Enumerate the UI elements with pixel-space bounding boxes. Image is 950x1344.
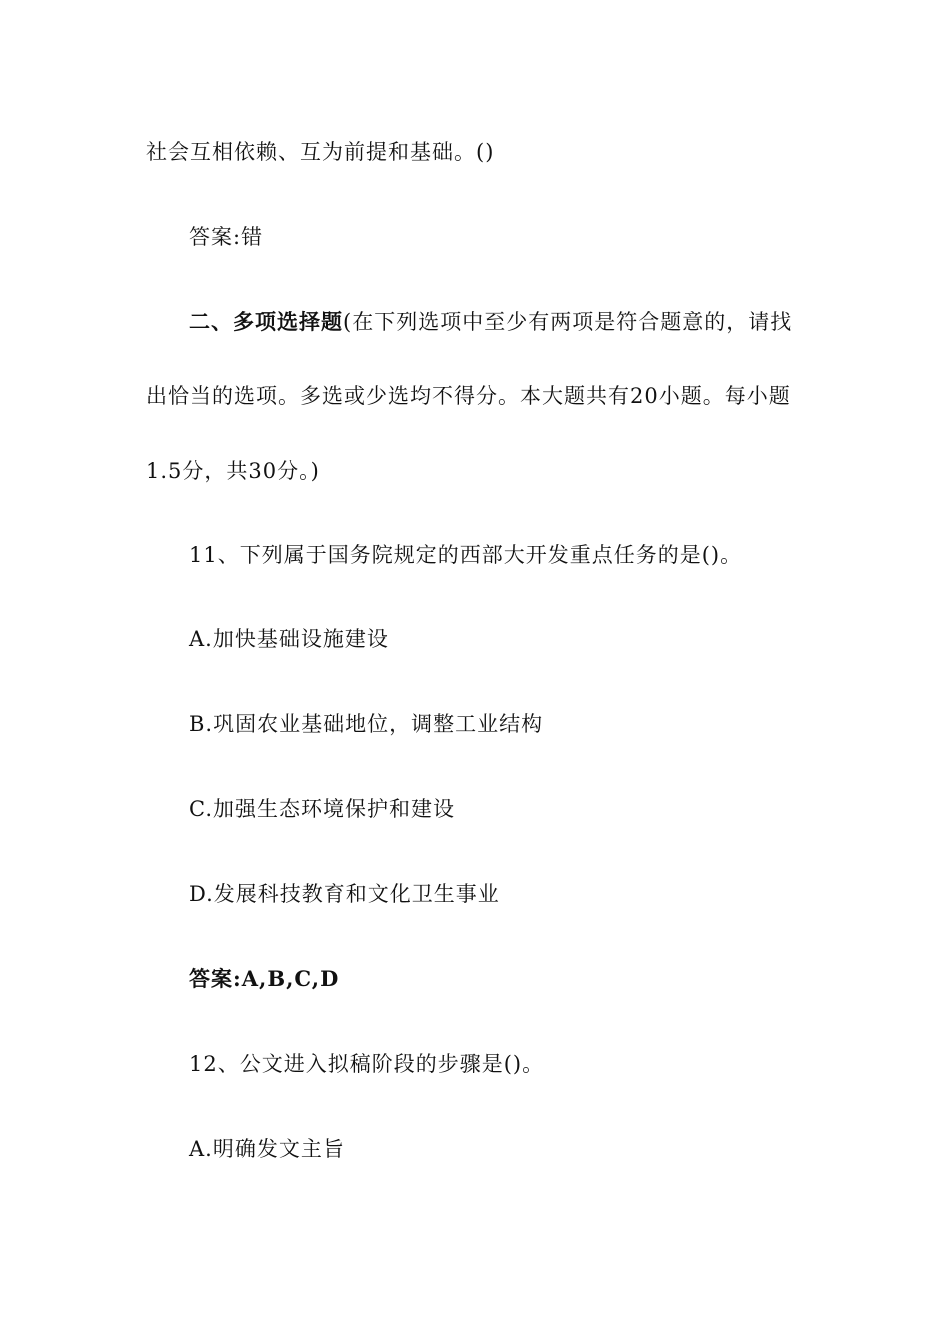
section-instructions: (在下列选项中至少有两项是符合题意的，请找 xyxy=(343,310,793,334)
question-12-option-a: A.明确发文主旨 xyxy=(189,1137,345,1161)
question-11-answer: 答案:A,B,C,D xyxy=(189,966,340,991)
question-11-option-c: C.加强生态环境保护和建设 xyxy=(189,797,455,821)
question-11-option-b: B.巩固农业基础地位，调整工业结构 xyxy=(189,712,544,736)
section-instructions-line-2: 出恰当的选项。多选或少选均不得分。本大题共有20小题。每小题 xyxy=(146,384,791,408)
question-12: 12、公文进入拟稿阶段的步骤是()。 xyxy=(189,1052,545,1076)
question-11-option-a: A.加快基础设施建设 xyxy=(189,627,389,651)
question-11: 11、下列属于国务院规定的西部大开发重点任务的是()。 xyxy=(189,543,743,567)
text-line-continuation: 社会互相依赖、互为前提和基础。() xyxy=(146,140,495,164)
section-heading xyxy=(189,307,792,337)
answer-line: 答案:错 xyxy=(189,225,264,249)
question-11-option-d: D.发展科技教育和文化卫生事业 xyxy=(189,882,500,906)
section-instructions-line-3: 1.5分，共30分。) xyxy=(146,459,320,483)
section-title: 二、多项选择题 xyxy=(189,309,343,334)
